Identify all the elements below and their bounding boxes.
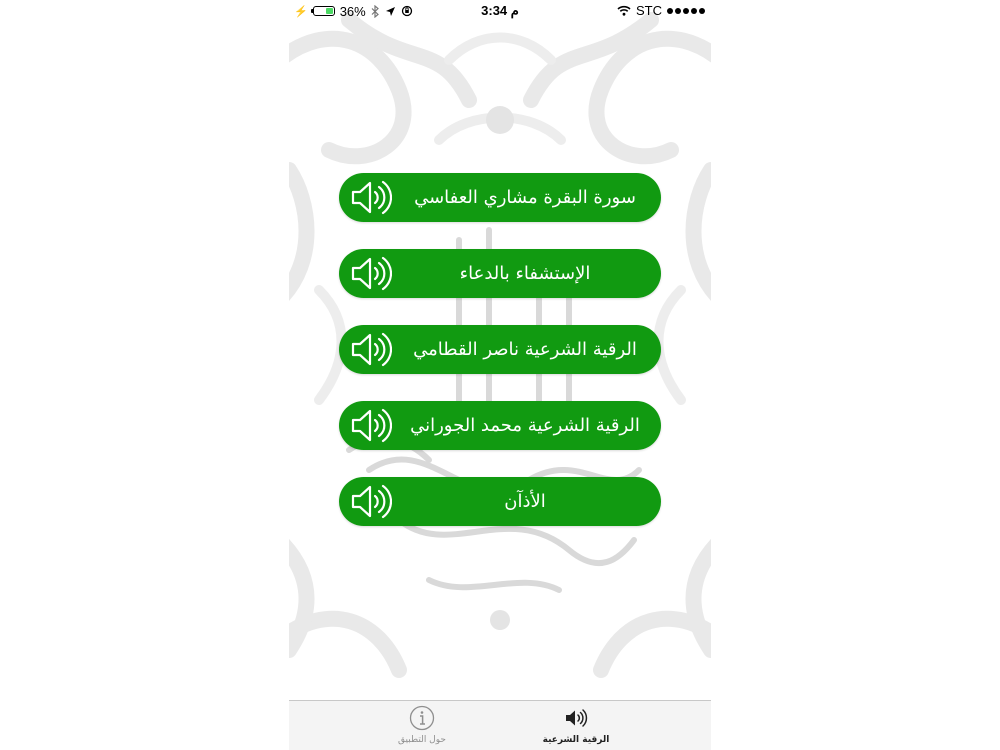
tab-ruqya[interactable] bbox=[516, 701, 636, 750]
app-screen bbox=[289, 0, 711, 750]
speaker-icon bbox=[350, 483, 392, 520]
status-right bbox=[617, 3, 705, 18]
speaker-icon bbox=[350, 255, 392, 292]
tab-about-app[interactable] bbox=[362, 701, 482, 750]
tab-label: حول التطبيق bbox=[398, 735, 446, 745]
audio-button-label: سورة البقرة مشاري العفاسي bbox=[414, 187, 636, 208]
speaker-icon bbox=[350, 331, 392, 368]
carrier-name: STC bbox=[636, 3, 662, 18]
speaker-icon bbox=[350, 179, 392, 216]
speaker-icon bbox=[350, 407, 392, 444]
tab-bar bbox=[289, 700, 711, 750]
audio-button-label: الإستشفاء بالدعاء bbox=[459, 263, 591, 284]
info-icon bbox=[409, 705, 435, 731]
audio-button-adhan[interactable] bbox=[339, 477, 661, 526]
battery-percent: 36% bbox=[339, 3, 366, 19]
status-bar bbox=[289, 0, 711, 22]
audio-button-istishfa-dua[interactable] bbox=[339, 249, 661, 298]
wifi-icon bbox=[617, 5, 631, 16]
charging-bolt-icon: ⚡ bbox=[294, 5, 308, 18]
audio-button-baqarah-alafasy[interactable] bbox=[339, 173, 661, 222]
status-time: 3:34 م bbox=[481, 3, 519, 18]
audio-button-label: الرقية الشرعية محمد الجوراني bbox=[410, 415, 640, 436]
speaker-icon bbox=[563, 705, 589, 731]
audio-button-ruqya-jourani[interactable] bbox=[339, 401, 661, 450]
audio-button-label: الأذآن bbox=[504, 491, 546, 512]
tab-label: الرقية الشرعية bbox=[542, 735, 610, 745]
signal-strength-icon bbox=[667, 8, 705, 14]
audio-list bbox=[339, 173, 661, 553]
audio-button-label: الرقية الشرعية ناصر القطامي bbox=[413, 339, 637, 360]
audio-button-ruqya-qatami[interactable] bbox=[339, 325, 661, 374]
